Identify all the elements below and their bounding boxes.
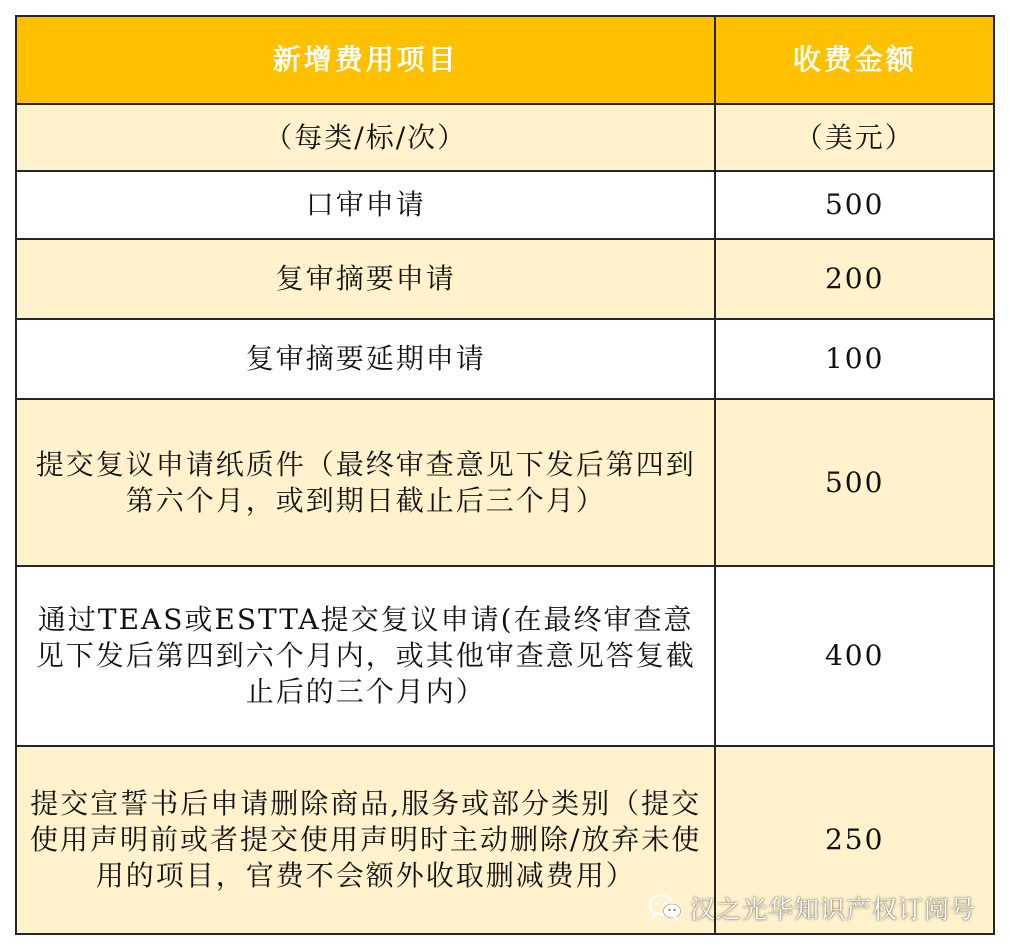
row-amount: 500 [715,171,994,239]
table-row [16,566,994,746]
row-amount: 250 [715,746,994,934]
row-amount: 500 [715,399,994,566]
table-row [16,239,994,319]
header-amount: 收费金额 [715,16,994,104]
row-amount: 100 [715,319,994,399]
row-item: 提交宣誓书后申请删除商品,服务或部分类别（提交使用声明前或者提交使用声明时主动删除/放弃未使用的项目，官费不会额外收取删减费用） [16,746,715,934]
wechat-icon [648,894,682,922]
row-item: 提交复议申请纸质件（最终审查意见下发后第四到第六个月，或到期日截止后三个月） [16,399,715,566]
table-row [16,319,994,399]
row-amount: 200 [715,239,994,319]
table-row [16,104,994,171]
watermark [648,890,976,926]
row-amount: 400 [715,566,994,746]
row-item: 通过TEAS或ESTTA提交复议申请(在最终审查意见下发后第四到六个月内，或其他审查意见答复截止后的三个月内） [16,566,715,746]
row-item: 口审申请 [16,171,715,239]
header-item: 新增费用项目 [16,16,715,104]
table-row [16,399,994,566]
table-row [16,171,994,239]
row-amount: （美元） [715,104,994,171]
row-item: 复审摘要延期申请 [16,319,715,399]
row-item: 复审摘要申请 [16,239,715,319]
row-item: （每类/标/次） [16,104,715,171]
fee-table [15,15,995,935]
header-row [16,16,994,104]
watermark-text: 汉之光华知识产权订阅号 [689,895,976,924]
